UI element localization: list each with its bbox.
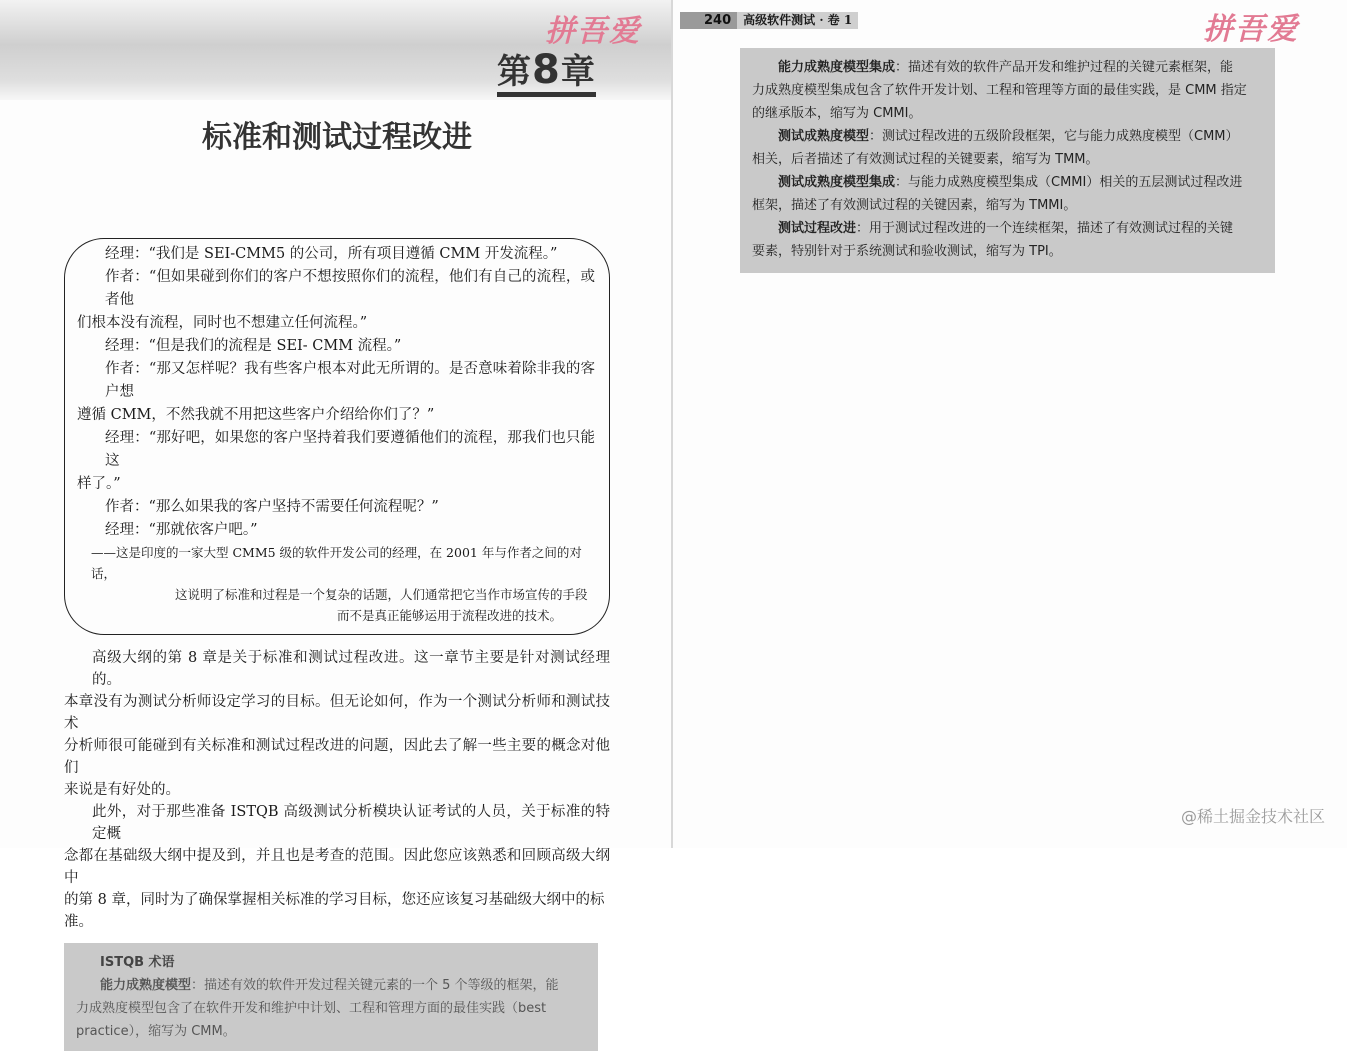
dialogue-line: 作者：“那又怎样呢？我有些客户根本对此无所谓的。是否意味着除非我的客户想 <box>105 361 595 400</box>
glossary-entry-line <box>752 125 1265 148</box>
glossary-entry-line <box>752 171 1265 194</box>
book-title: 高级软件测试 · 卷 1 <box>737 12 858 29</box>
glossary-text: ：测试过程改进的五级阶段框架，它与能力成熟度模型（CMM） <box>869 129 1239 144</box>
glossary-text: 力成熟度模型集成包含了软件开发计划、工程和管理等方面的最佳实践，是 CMM 指定 <box>752 83 1247 98</box>
glossary-continued-box <box>740 48 1275 273</box>
glossary-text: ：描述有效的软件产品开发和维护过程的关键元素框架，能 <box>895 60 1234 75</box>
glossary-line: 力成熟度模型包含了在软件开发和维护中计划、工程和管理方面的最佳实践（best <box>76 1001 547 1016</box>
chapter-label <box>497 47 596 97</box>
dialogue-line: 经理：“那好吧，如果您的客户坚持着我们要遵循他们的流程，那我们也只能这 <box>105 430 595 469</box>
left-page-content <box>64 116 610 1051</box>
chapter-title: 标准和测试过程改进 <box>202 120 472 155</box>
dialogue-line: 经理：“但是我们的流程是 SEI- CMM 流程。” <box>105 338 402 354</box>
paragraph-line: 念都在基础级大纲中提及到，并且也是考查的范围。因此您应该熟悉和回顾高级大纲中 <box>64 848 610 886</box>
istqb-glossary-box <box>64 943 598 1051</box>
chapter-prefix: 第 <box>497 52 532 92</box>
dialogue-box <box>64 238 610 635</box>
glossary-entry-line <box>752 217 1265 240</box>
dialogue-line: 作者：“但如果碰到你们的客户不想按照你们的流程，他们有自己的流程，或者他 <box>105 269 595 308</box>
chapter-suffix: 章 <box>560 52 596 92</box>
glossary-entry-line <box>752 102 1265 125</box>
attribution-line: 这说明了标准和过程是一个复杂的话题，人们通常把它当作市场宣传的手段 <box>175 587 588 602</box>
glossary-term: 测试过程改进 <box>778 221 857 236</box>
glossary-text: 要素，特别针对于系统测试和验收测试，缩写为 TPI。 <box>752 244 1062 259</box>
paragraph-line: 的第 8 章，同时为了确保掌握相关标准的学习目标，您还应该复习基础级大纲中的标准。 <box>64 892 605 930</box>
glossary-text: ：与能力成熟度模型集成（CMMI）相关的五层测试过程改进 <box>895 175 1243 190</box>
stamp-logo-right: 拼吾爱 <box>1203 12 1299 47</box>
glossary-term: 能力成熟度模型 <box>100 978 192 993</box>
paragraph-line: 此外，对于那些准备 ISTQB 高级测试分析模块认证考试的人员，关于标准的特定概 <box>92 804 610 842</box>
glossary-entry-line <box>752 194 1265 217</box>
running-header <box>680 12 858 29</box>
paragraph-line: 分析师很可能碰到有关标准和测试过程改进的问题，因此去了解一些主要的概念对他们 <box>64 738 610 776</box>
dialogue-line: 样了。” <box>77 476 121 492</box>
dialogue-line: 遵循 CMM，不然我就不用把这些客户介绍给你们了？” <box>77 407 435 423</box>
glossary-entry-line <box>752 240 1265 263</box>
glossary-line: practice），缩写为 CMM。 <box>76 1024 236 1039</box>
body-text <box>64 647 610 933</box>
glossary-text: 相关，后者描述了有效测试过程的关键要素，缩写为 TMM。 <box>752 152 1099 167</box>
glossary-term: 能力成熟度模型集成 <box>778 60 896 75</box>
dialogue-line: 经理：“我们是 SEI-CMM5 的公司，所有项目遵循 CMM 开发流程。” <box>105 246 558 262</box>
dialogue-line: 们根本没有流程，同时也不想建立任何流程。” <box>77 315 368 331</box>
chapter-number: 8 <box>532 47 561 93</box>
glossary-text: ：用于测试过程改进的一个连续框架，描述了有效测试过程的关键 <box>856 221 1234 236</box>
glossary-term: 测试成熟度模型 <box>778 129 870 144</box>
attribution-line: ——这是印度的一家大型 CMM5 级的软件开发公司的经理，在 2001 年与作者之间的对话， <box>91 545 582 581</box>
dialogue-line: 经理：“那就依客户吧。” <box>105 522 258 538</box>
glossary-entry-line <box>752 148 1265 171</box>
glossary-line <box>76 974 582 997</box>
dialogue-line: 作者：“那么如果我的客户坚持不需要任何流程呢？” <box>105 499 439 515</box>
glossary-text: 框架，描述了有效测试过程的关键因素，缩写为 TMMI。 <box>752 198 1077 213</box>
glossary-text: ：描述有效的软件开发过程关键元素的一个 5 个等级的框架，能 <box>191 978 559 993</box>
paragraph-line: 高级大纲的第 8 章是关于标准和测试过程改进。这一章节主要是针对测试经理的。 <box>92 650 610 688</box>
glossary-heading: ISTQB 术语 <box>100 955 175 970</box>
page-number: 240 <box>680 12 737 29</box>
paragraph-line: 本章没有为测试分析师设定学习的目标。但无论如何，作为一个测试分析师和测试技术 <box>64 694 610 732</box>
stamp-logo: 拼吾爱 <box>545 14 641 49</box>
glossary-entry-line <box>752 79 1265 102</box>
glossary-term: 测试成熟度模型集成 <box>778 175 896 190</box>
attribution-line: 而不是真正能够运用于流程改进的技术。 <box>337 608 563 623</box>
glossary-text: 的继承版本，缩写为 CMMI。 <box>752 106 922 121</box>
left-page <box>0 0 671 1039</box>
glossary-entry-line <box>752 56 1265 79</box>
paragraph-line: 来说是有好处的。 <box>64 782 180 798</box>
watermark: @稀土掘金技术社区 <box>1180 807 1325 826</box>
